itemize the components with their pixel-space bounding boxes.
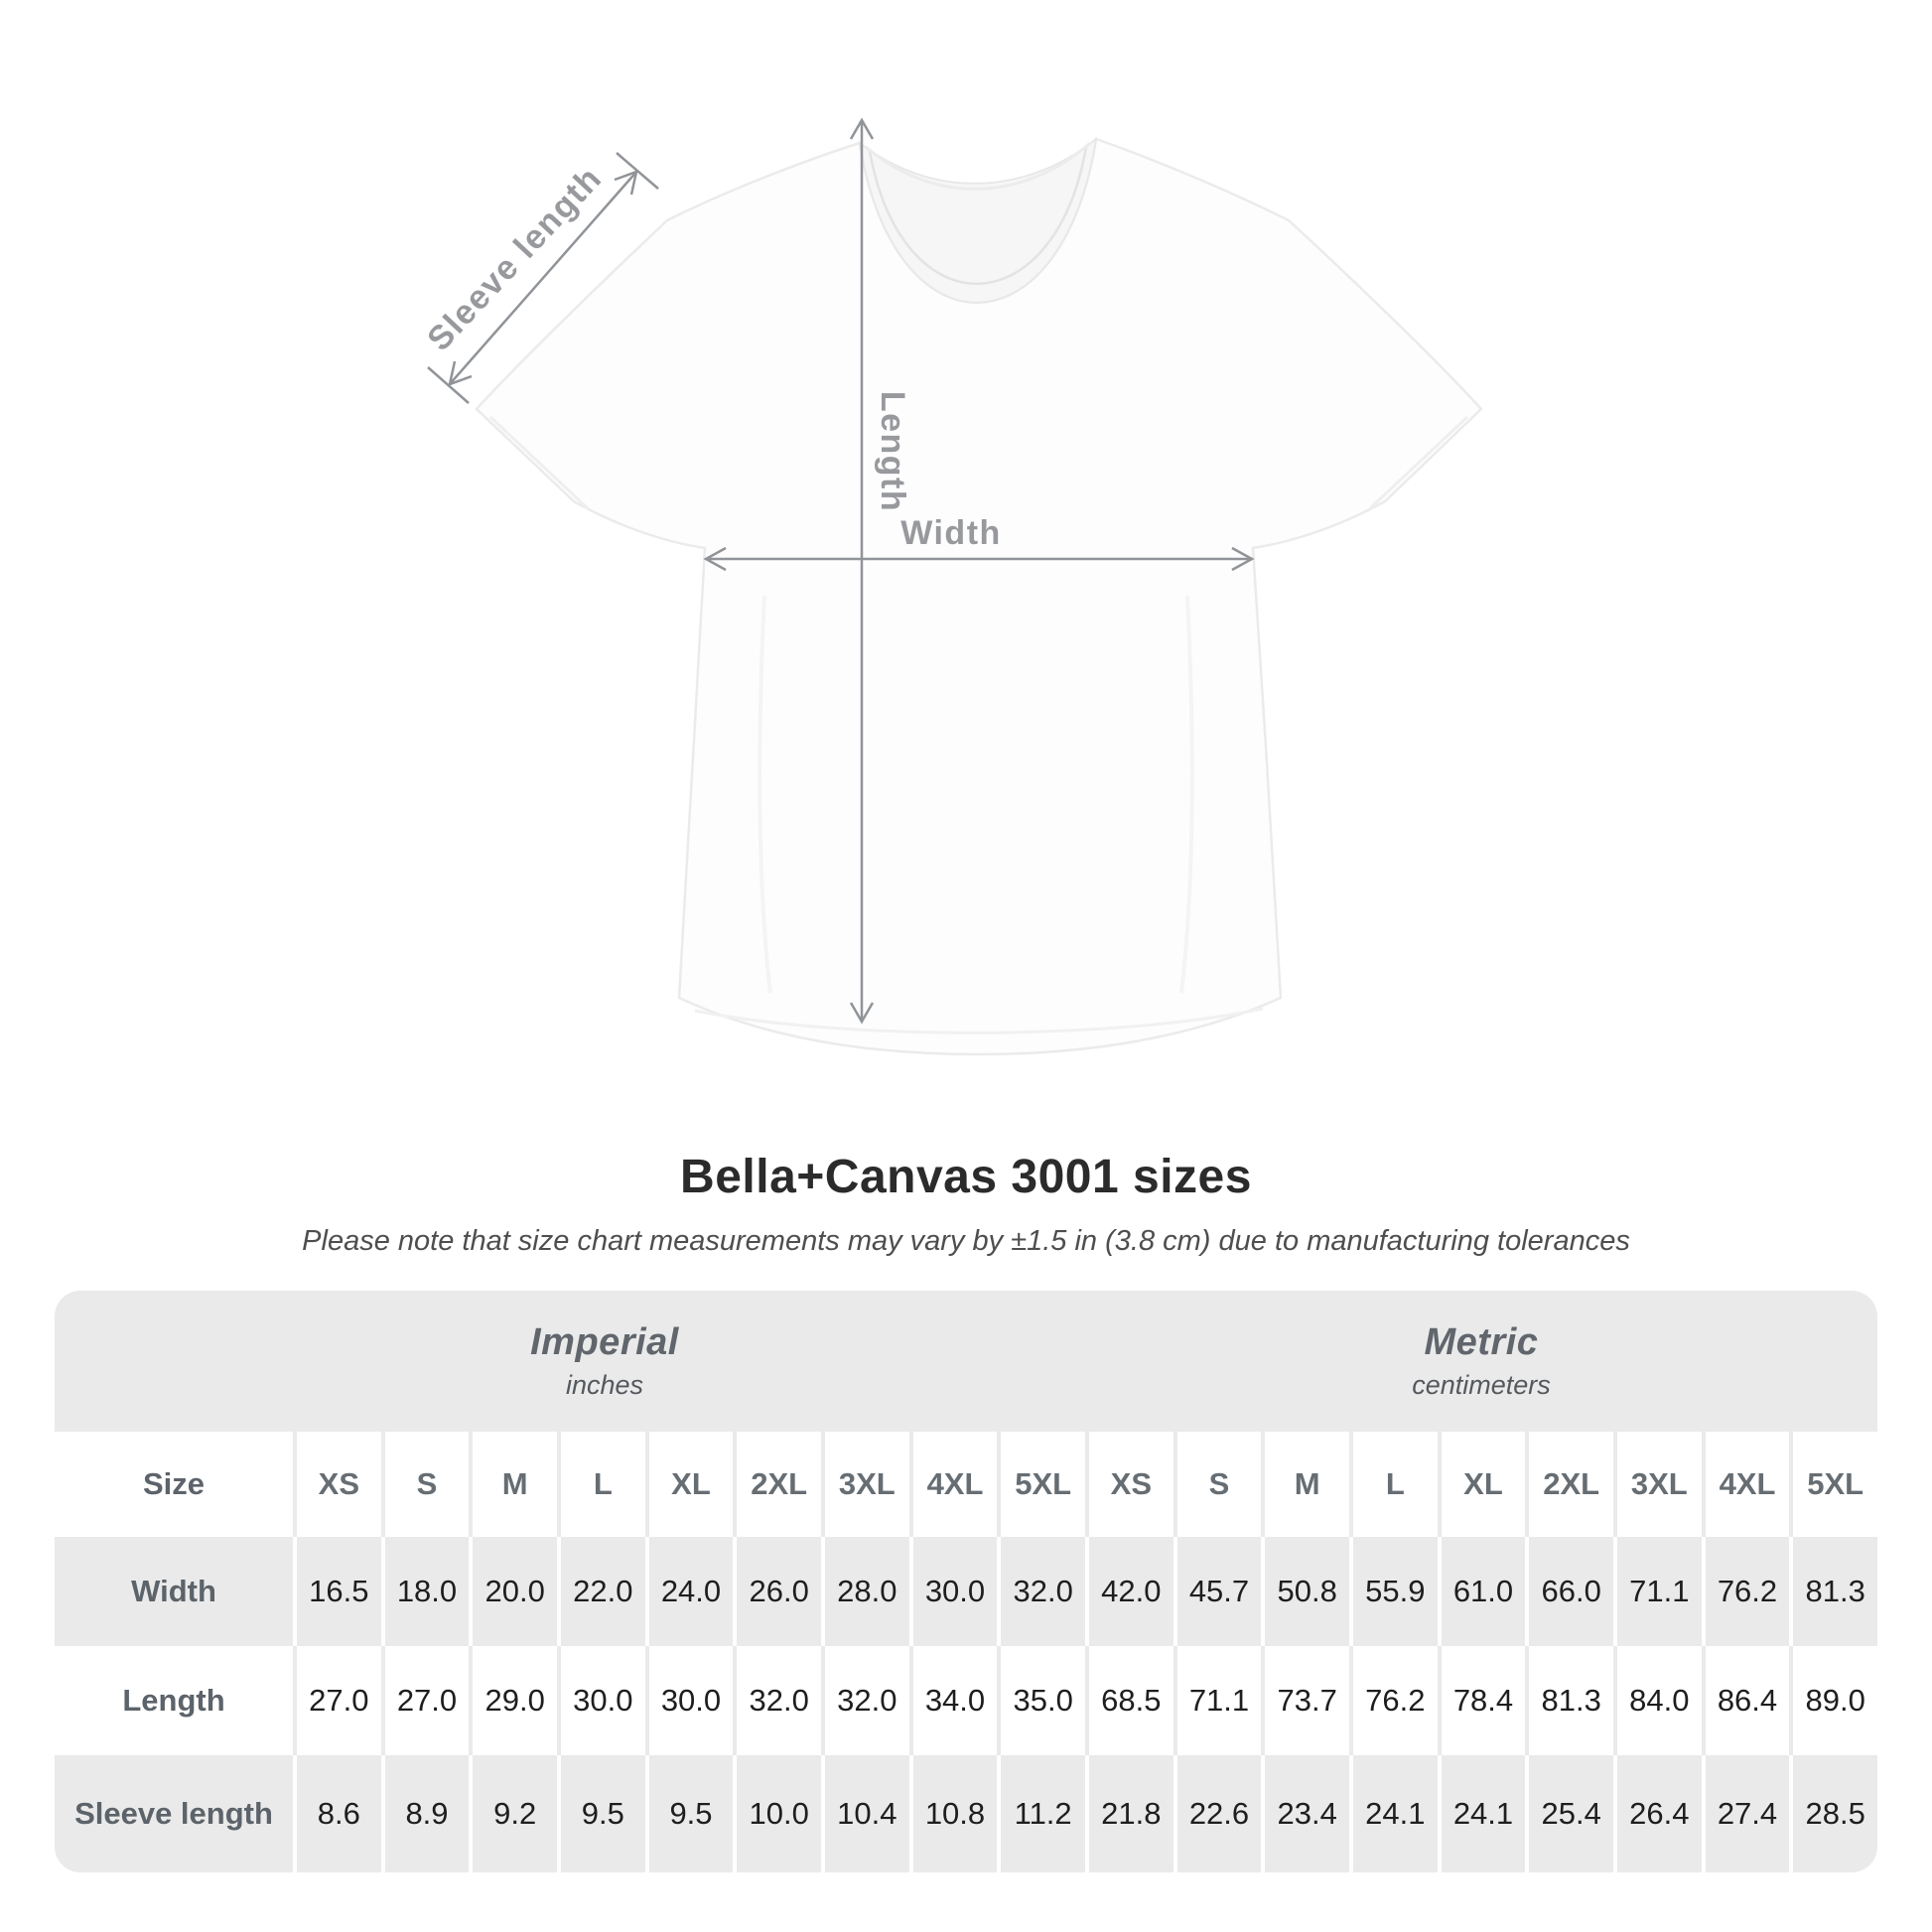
value-cell: 18.0 bbox=[381, 1537, 470, 1646]
value-cell: 22.6 bbox=[1173, 1755, 1262, 1872]
value-cell: 34.0 bbox=[909, 1646, 998, 1755]
value-cell: 30.0 bbox=[645, 1646, 734, 1755]
value-cell: 27.4 bbox=[1702, 1755, 1790, 1872]
value-cell: 50.8 bbox=[1261, 1537, 1349, 1646]
width-label: Width bbox=[900, 514, 1002, 552]
size-col-header: 3XL bbox=[1613, 1432, 1702, 1537]
tolerance-note: Please note that size chart measurements may vary by ±1.5 in (3.8 cm) due to manufacturing tolerances bbox=[302, 1225, 1630, 1257]
value-cell: 76.2 bbox=[1349, 1646, 1438, 1755]
size-col-header: 2XL bbox=[733, 1432, 821, 1537]
value-cell: 29.0 bbox=[469, 1646, 557, 1755]
value-cell: 32.0 bbox=[821, 1646, 909, 1755]
value-cell: 8.6 bbox=[293, 1755, 381, 1872]
value-cell: 24.1 bbox=[1438, 1755, 1526, 1872]
value-cell: 27.0 bbox=[381, 1646, 470, 1755]
value-cell: 8.9 bbox=[381, 1755, 470, 1872]
value-cell: 61.0 bbox=[1438, 1537, 1526, 1646]
value-cell: 42.0 bbox=[1085, 1537, 1173, 1646]
imperial-label: Imperial bbox=[530, 1321, 679, 1363]
value-cell: 10.4 bbox=[821, 1755, 909, 1872]
value-cell: 21.8 bbox=[1085, 1755, 1173, 1872]
value-cell: 86.4 bbox=[1702, 1646, 1790, 1755]
page-title: Bella+Canvas 3001 sizes bbox=[680, 1151, 1252, 1203]
size-col-header: XS bbox=[293, 1432, 381, 1537]
metric-group-header bbox=[1085, 1291, 1877, 1432]
value-cell: 9.5 bbox=[645, 1755, 734, 1872]
value-cell: 30.0 bbox=[557, 1646, 645, 1755]
value-cell: 24.1 bbox=[1349, 1755, 1438, 1872]
value-cell: 28.0 bbox=[821, 1537, 909, 1646]
row-label: Width bbox=[131, 1574, 216, 1608]
sleeve-length-label: Sleeve length bbox=[420, 159, 610, 358]
value-cell: 9.2 bbox=[469, 1755, 557, 1872]
size-col-header: L bbox=[557, 1432, 645, 1537]
value-cell: 16.5 bbox=[293, 1537, 381, 1646]
value-cell: 24.0 bbox=[645, 1537, 734, 1646]
size-header-cell: Size bbox=[55, 1432, 293, 1537]
size-col-header: 5XL bbox=[1789, 1432, 1877, 1537]
value-cell: 66.0 bbox=[1525, 1537, 1613, 1646]
value-cell: 55.9 bbox=[1349, 1537, 1438, 1646]
value-cell: 84.0 bbox=[1613, 1646, 1702, 1755]
tshirt-illustration bbox=[477, 139, 1481, 1054]
metric-label: Metric bbox=[1424, 1321, 1539, 1363]
row-label: Length bbox=[55, 1646, 293, 1755]
imperial-unit: inches bbox=[565, 1370, 644, 1400]
value-cell: 71.1 bbox=[1173, 1646, 1262, 1755]
value-cell: 73.7 bbox=[1261, 1646, 1349, 1755]
value-cell: 27.0 bbox=[293, 1646, 381, 1755]
value-cell: 68.5 bbox=[1085, 1646, 1173, 1755]
value-cell: 28.5 bbox=[1789, 1755, 1877, 1872]
size-col-header: L bbox=[1349, 1432, 1438, 1537]
size-col-header: XL bbox=[645, 1432, 734, 1537]
value-cell: 32.0 bbox=[733, 1646, 821, 1755]
value-cell: 35.0 bbox=[997, 1646, 1085, 1755]
metric-unit: centimeters bbox=[1412, 1370, 1551, 1400]
size-col-header: 3XL bbox=[821, 1432, 909, 1537]
size-col-header: 4XL bbox=[909, 1432, 998, 1537]
imperial-group-header bbox=[55, 1291, 1085, 1432]
value-cell: 81.3 bbox=[1525, 1646, 1613, 1755]
value-cell: 23.4 bbox=[1261, 1755, 1349, 1872]
value-cell: 30.0 bbox=[909, 1537, 998, 1646]
value-cell: 26.0 bbox=[733, 1537, 821, 1646]
size-col-header: S bbox=[381, 1432, 470, 1537]
size-col-header: 2XL bbox=[1525, 1432, 1613, 1537]
value-cell: 89.0 bbox=[1789, 1646, 1877, 1755]
size-table bbox=[55, 1291, 1877, 1872]
value-cell: 10.8 bbox=[909, 1755, 998, 1872]
value-cell: 76.2 bbox=[1702, 1537, 1790, 1646]
value-cell: 26.4 bbox=[1613, 1755, 1702, 1872]
value-cell: 11.2 bbox=[997, 1755, 1085, 1872]
size-col-header: XL bbox=[1438, 1432, 1526, 1537]
row-label: Sleeve length bbox=[74, 1796, 273, 1831]
value-cell: 25.4 bbox=[1525, 1755, 1613, 1872]
value-cell: 78.4 bbox=[1438, 1646, 1526, 1755]
value-cell: 9.5 bbox=[557, 1755, 645, 1872]
size-col-header: XS bbox=[1085, 1432, 1173, 1537]
value-cell: 22.0 bbox=[557, 1537, 645, 1646]
size-col-header: M bbox=[1261, 1432, 1349, 1537]
value-cell: 71.1 bbox=[1613, 1537, 1702, 1646]
value-cell: 45.7 bbox=[1173, 1537, 1262, 1646]
size-col-header: M bbox=[469, 1432, 557, 1537]
value-cell: 32.0 bbox=[997, 1537, 1085, 1646]
value-cell: 10.0 bbox=[733, 1755, 821, 1872]
size-col-header: 4XL bbox=[1702, 1432, 1790, 1537]
size-col-header: 5XL bbox=[997, 1432, 1085, 1537]
size-col-header: S bbox=[1173, 1432, 1262, 1537]
value-cell: 81.3 bbox=[1789, 1537, 1877, 1646]
value-cell: 20.0 bbox=[469, 1537, 557, 1646]
length-label: Length bbox=[874, 390, 912, 513]
